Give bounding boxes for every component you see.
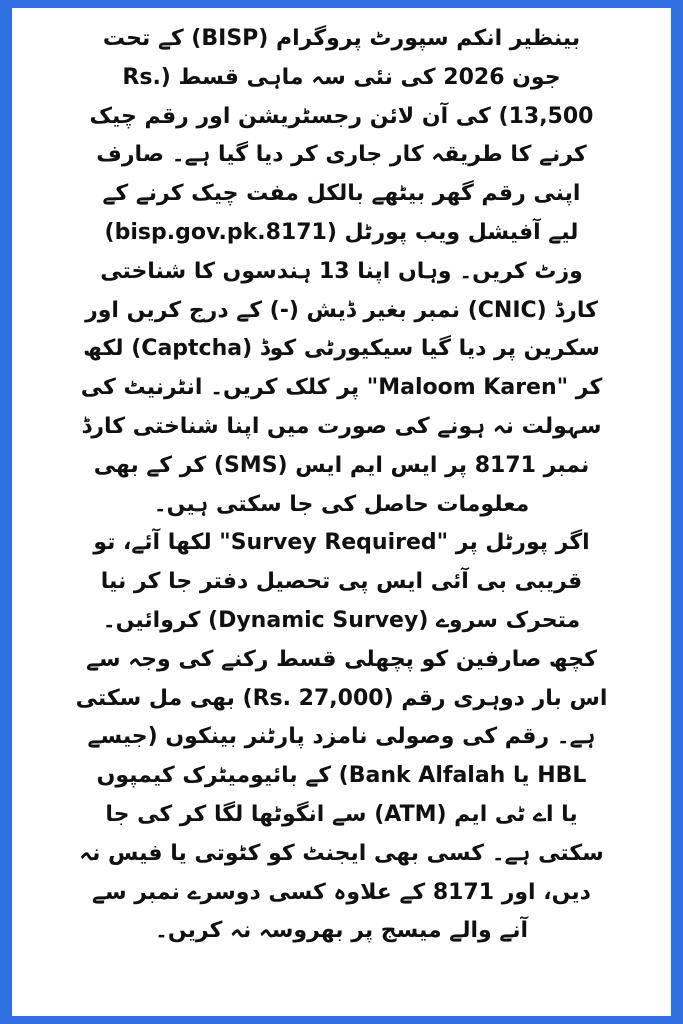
- text-line: اپنی رقم گھر بیٹھے بالکل مفت چیک کرنے کے: [102, 181, 581, 207]
- text-line: ہے۔ رقم کی وصولی نامزد پارٹنر بینکوں (جیسے: [87, 724, 596, 750]
- text-line: سہولت نہ ہونے کی صورت میں اپنا شناختی کارڈ: [81, 413, 602, 439]
- paragraph-1: [30, 20, 653, 524]
- text-line: بینظیر انکم سپورٹ پروگرام (BISP) کے تحت: [102, 26, 581, 51]
- text-line: متحرک سروے (Dynamic Survey) کروائیں۔: [102, 607, 581, 633]
- document-panel: [12, 8, 671, 1016]
- text-line: قریبی بی آئی ایس پی تحصیل دفتر جا کر نیا: [100, 569, 583, 595]
- paragraph-2: [30, 524, 653, 640]
- text-line: سکتی ہے۔ کسی بھی ایجنٹ کو کٹوتی یا فیس نہ: [79, 840, 604, 866]
- text-line: یا اے ٹی ایم (ATM) سے انگوٹھا لگا کر کی جا: [105, 801, 578, 827]
- text-line: معلومات حاصل کی جا سکتی ہیں۔: [153, 491, 530, 517]
- text-line: سکرین پر دیا گیا سیکیورٹی کوڈ (Captcha) لکھ: [83, 336, 600, 362]
- paragraph-3: [30, 641, 653, 951]
- text-line: کر "Maloom Karen" پر کلک کریں۔ انٹرنیٹ کی: [80, 375, 603, 401]
- text-line: جون 2026 کی نئی سہ ماہی قسط (.Rs: [122, 64, 561, 90]
- text-line: آنے والے میسج پر بھروسہ نہ کریں۔: [154, 918, 529, 944]
- text-line: 13,500) کی آن لائن رجسٹریشن اور رقم چیک: [89, 103, 594, 129]
- text-line: اگر پورٹل پر "Survey Required" لکھا آئے، تو: [93, 530, 590, 556]
- text-line: وزٹ کریں۔ وہاں اپنا 13 ہندسوں کا شناختی: [100, 258, 583, 284]
- text-line: اس بار دوہری رقم (Rs. 27,000) بھی مل سکتی: [75, 685, 608, 711]
- text-line: نمبر 8171 پر ایس ایم ایس (SMS) کر کے بھی: [93, 452, 590, 478]
- text-line: لیے آفیشل ویب پورٹل (bisp.gov.pk.8171): [104, 219, 579, 245]
- text-line: دیں، اور 8171 کے علاوہ کسی دوسرے نمبر سے: [92, 879, 591, 905]
- text-line: کارڈ (CNIC) نمبر بغیر ڈیش (-) کے درج کریں اور: [85, 297, 598, 323]
- text-line: HBL یا Bank Alfalah) کے بائیومیٹرک کیمپوں: [96, 763, 587, 789]
- text-line: کچھ صارفین کو پچھلی قسط رکنے کی وجہ سے: [86, 646, 597, 672]
- text-line: کرنے کا طریقہ کار جاری کر دیا گیا ہے۔ صارف: [96, 142, 587, 168]
- document-text: [30, 20, 653, 951]
